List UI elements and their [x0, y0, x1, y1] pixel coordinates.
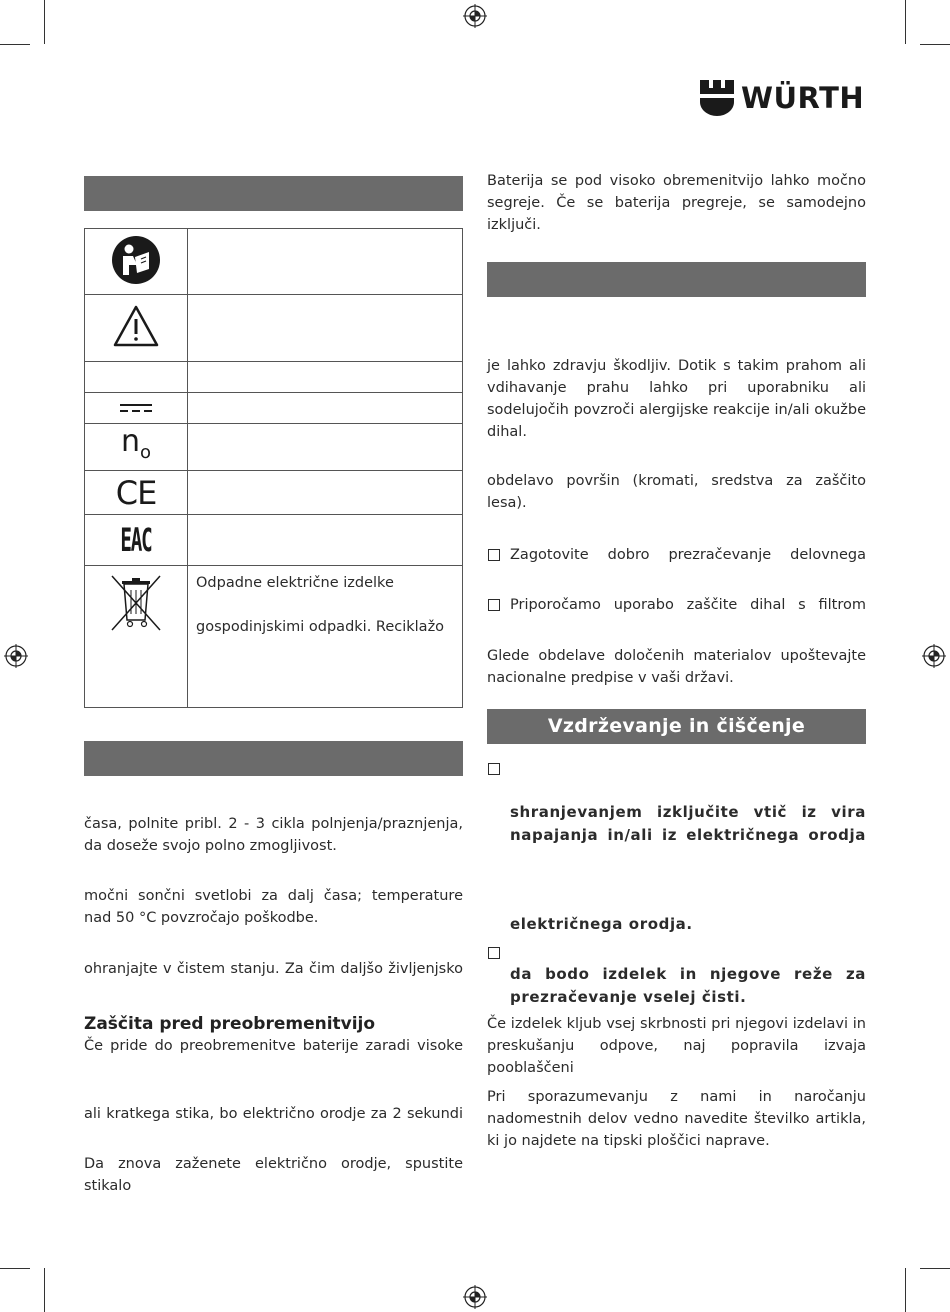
trim-mark: [905, 0, 906, 44]
paragraph: Če pride do preobremenitve baterije zaradi visoke: [84, 1038, 463, 1054]
trim-mark: [905, 1268, 906, 1312]
section-header-bar: [84, 741, 463, 776]
paragraph: ohranjajte v čistem stanju. Za čim daljšo življenjsko: [84, 961, 463, 977]
bullet-text: Zagotovite dobro prezračevanje delovnega: [510, 547, 866, 563]
trim-mark: [44, 1268, 45, 1312]
trim-mark: [920, 44, 950, 45]
paragraph: Baterija se pod visoko obremenitvijo lahko močno segreje. Če se baterija pregreje, se samodejno izključi.: [487, 173, 866, 233]
paragraph: Če izdelek kljub vsej skrbnosti pri njegovi izdelavi in preskušanju odpove, naj popravila izvaja pooblaščeni: [487, 1016, 866, 1076]
paragraph: Da znova zaženete električno orodje, spustite stikalo: [84, 1156, 463, 1194]
symbols-table: [84, 228, 463, 708]
table-row: [85, 471, 463, 515]
warning-triangle-icon: [112, 304, 160, 348]
no-load-speed-icon: $n_o$: [120, 423, 152, 463]
crossed-bin-icon: [108, 572, 164, 634]
table-row: [85, 566, 463, 708]
section-header-bar: [84, 176, 463, 211]
bold-instruction: električnega orodja.: [510, 915, 693, 933]
section-header-bar: [487, 262, 866, 297]
bold-instruction: prezračevanje vselej čisti.: [510, 988, 747, 1006]
eac-mark-icon: EAC: [120, 521, 152, 559]
trim-mark: [920, 1268, 950, 1269]
paragraph: Pri sporazumevanju z nami in naročanju nadomestnih delov vedno navedite številko artikla, ki jo najdete na tipski ploščici naprave.: [487, 1089, 866, 1149]
table-row: [85, 229, 463, 295]
bullet-box: [488, 763, 500, 775]
trim-mark: [0, 44, 30, 45]
trim-mark: [0, 1268, 30, 1269]
maintenance-section-title: Vzdrževanje in čiščenje: [487, 709, 866, 744]
recycling-note-line: gospodinjskimi odpadki. Reciklažo: [196, 619, 445, 635]
wurth-logo-icon: [700, 80, 734, 116]
table-row: [85, 393, 463, 424]
registration-mark-icon: [4, 644, 28, 668]
registration-mark-icon: [463, 1285, 487, 1309]
registration-mark-icon: [922, 644, 946, 668]
ce-mark-icon: CE: [115, 473, 157, 512]
table-row: [85, 362, 463, 393]
table-row: [85, 295, 463, 362]
paragraph: Glede obdelave določenih materialov upoštevajte nacionalne predpise v vaši državi.: [487, 648, 866, 686]
table-row: [85, 515, 463, 566]
bold-instruction: da bodo izdelek in njegove reže za: [510, 965, 866, 983]
paragraph: močni sončni svetlobi za dalj časa; temperature nad 50 °C povzročajo poškodbe.: [84, 888, 463, 926]
table-row: [85, 424, 463, 471]
bullet-text: Priporočamo uporabo zaščite dihal s filtrom: [510, 597, 866, 613]
direct-current-icon: [120, 402, 152, 414]
bullet-box: [488, 599, 500, 611]
trim-mark: [44, 0, 45, 44]
bullet-box: [488, 549, 500, 561]
paragraph: ali kratkega stika, bo električno orodje za 2 sekundi: [84, 1106, 463, 1122]
brand-name: WÜRTH: [741, 81, 865, 115]
paragraph: časa, polnite pribl. 2 - 3 cikla polnjenja/praznjenja, da doseže svojo polno zmogljivost.: [84, 816, 463, 854]
paragraph: obdelavo površin (kromati, sredstva za zaščito lesa).: [487, 473, 866, 511]
recycling-note-line: Odpadne električne izdelke: [196, 575, 394, 591]
bullet-box: [488, 947, 500, 959]
bold-instruction: shranjevanjem izključite vtič iz vira: [510, 803, 866, 821]
paragraph: je lahko zdravju škodljiv. Dotik s takim prahom ali vdihavanje prahu lahko pri uporabniku ali sodelujočih povzroči alergijske reakcije in/ali okužbe dihal.: [487, 358, 866, 440]
subsection-heading: Zaščita pred preobremenitvijo: [84, 1014, 376, 1034]
read-manual-icon: [111, 235, 161, 285]
brand-logo: [700, 80, 864, 116]
registration-mark-icon: [463, 4, 487, 28]
bold-instruction: napajanja in/ali iz električnega orodja: [510, 826, 866, 844]
